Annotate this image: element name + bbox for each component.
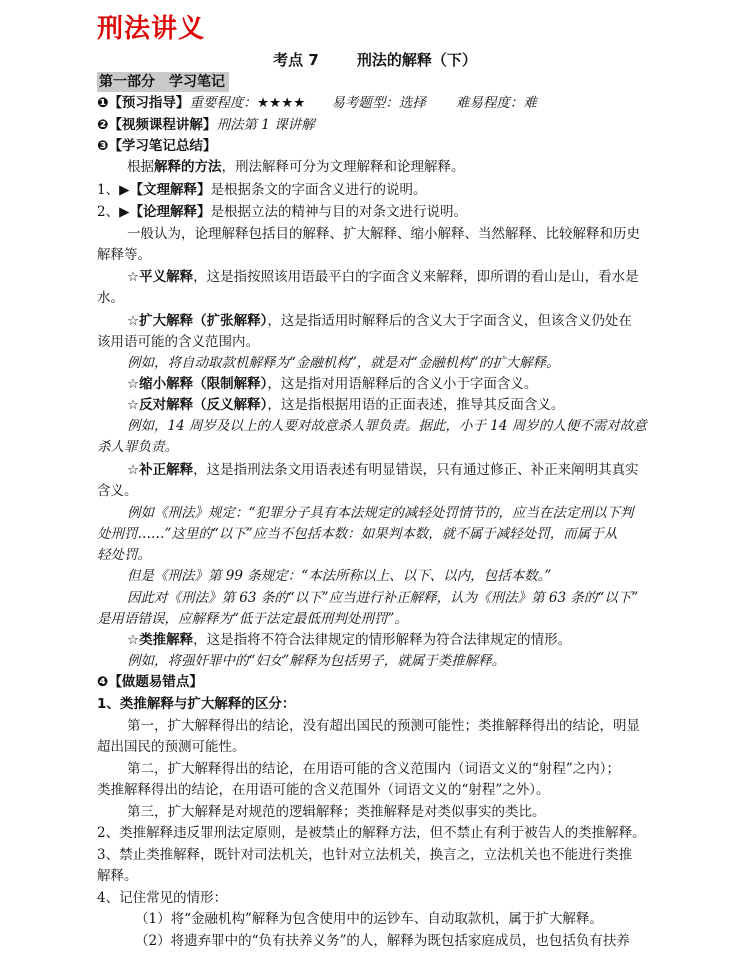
difficulty: 难易程度：难	[455, 95, 537, 111]
example: 例如，14 周岁及以上的人要对故意杀人罪负责。据此，小于 14 周岁的人便不需对故意	[127, 418, 647, 434]
subheading: 1、类推解释与扩大解释的区分：	[97, 696, 296, 712]
importance-label: 重要程度：	[189, 95, 257, 111]
video-lecture	[97, 115, 315, 135]
paragraph: ☆平义解释，这是指按照该用语最平白的字面含义来解释，即所谓的看山是山，看水是	[127, 269, 639, 285]
paragraph: ☆类推解释，这是指将不符合法律规定的情形解释为符合法律规定的情形。	[127, 632, 572, 648]
preview-label: 【预习指导】	[108, 95, 190, 111]
paragraph: 第三，扩大解释是对规范的逻辑解释；类推解释是对类似事实的类比。	[127, 804, 546, 820]
list-item: （1）将“金融机构”解释为包含使用中的运钞车、自动取款机，属于扩大解释。	[135, 911, 603, 927]
paragraph: ☆缩小解释（限制解释），这是指对用语解释后的含义小于字面含义。	[127, 376, 538, 392]
example: 例如，将自动取款机解释为“金融机构”，就是对“金融机构”的扩大解释。	[127, 355, 560, 371]
paragraph: ☆扩大解释（扩张解释），这是指适用时解释后的含义大于字面含义，但该含义仍处在	[127, 313, 632, 329]
paragraph: 水。	[97, 290, 124, 306]
paragraph: 该用语可能的含义范围内。	[97, 334, 259, 350]
paragraph: 解释。	[97, 868, 138, 884]
paragraph: 第二，扩大解释得出的结论，在用语可能的含义范围内（词语文义的“射程”之内）；	[127, 761, 621, 777]
errors-label: 【做题易错点】	[108, 674, 203, 690]
paragraph: 一般认为，论理解释包括目的解释、扩大解释、缩小解释、当然解释、比较解释和历史	[127, 226, 640, 242]
errors-heading	[97, 672, 203, 692]
paragraph: 类推解释得出的结论，在用语可能的含义范围外（词语文义的“射程”之外）。	[97, 782, 550, 798]
paragraph: 4、记住常见的情形：	[97, 890, 228, 906]
notes-heading	[97, 136, 216, 156]
paragraph: 2、类推解释违反罪刑法定原则，是被禁止的解释方法，但不禁止有利于被告人的类推解释。	[97, 825, 646, 841]
item-number: ❷	[97, 117, 109, 133]
preview-guide	[97, 93, 537, 113]
paragraph: ☆反对解释（反义解释），这是指根据用语的正面表述，推导其反面含义。	[127, 397, 565, 413]
list-item: 1、▶【文理解释】是根据条文的字面含义进行的说明。	[97, 182, 427, 198]
paragraph: 3、禁止类推解释，既针对司法机关，也针对立法机关，换言之，立法机关也不能进行类推	[97, 847, 633, 863]
paragraph: ☆补正解释，这是指刑法条文用语表述有明显错误，只有通过修正、补正来阐明其真实	[127, 462, 639, 478]
paragraph: 根据解释的方法，刑法解释可分为文理解释和论理解释。	[127, 159, 465, 175]
title-point: 考点 7	[273, 51, 319, 69]
exam-type: 易考题型：选择	[331, 95, 426, 111]
brand-title: 刑法讲义	[97, 14, 206, 44]
page-title	[0, 49, 750, 70]
item-number: ❶	[97, 95, 109, 111]
paragraph: 第一，扩大解释得出的结论，没有超出国民的预测可能性；类推解释得出的结论，明显	[127, 718, 640, 734]
item-number: ❸	[97, 138, 109, 154]
title-topic: 刑法的解释（下）	[356, 51, 477, 69]
example: 处刑罚……”这里的“以下”应当不包括本数：如果判本数，就不属于减轻处罚，而属于从	[97, 526, 618, 542]
paragraph: 解释等。	[97, 247, 151, 263]
example: 轻处罚。	[97, 547, 151, 563]
star-rating: ★★★★	[256, 95, 306, 111]
paragraph: 含义。	[97, 483, 138, 499]
example: 是用语错误，应解释为“低于法定最低刑判处刑罚”。	[97, 611, 408, 627]
section-heading: 第一部分 学习笔记	[97, 72, 229, 92]
list-item: （2）将遗弃罪中的“负有扶养义务”的人，解释为既包括家庭成员，也包括负有扶养	[135, 933, 630, 949]
paragraph: 超出国民的预测可能性。	[97, 739, 246, 755]
video-text: 刑法第 1 课讲解	[216, 117, 315, 133]
example: 但是《刑法》第 99 条规定：“本法所称以上、以下、以内，包括本数。”	[127, 568, 552, 584]
list-item: 2、▶【论理解释】是根据立法的精神与目的对条文进行说明。	[97, 204, 467, 220]
example: 杀人罪负责。	[97, 439, 178, 455]
example: 因此对《刑法》第 63 条的“以下”应当进行补正解释，认为《刑法》第 63 条的“以下”	[127, 590, 639, 606]
example: 例如《刑法》规定：“犯罪分子具有本法规定的减轻处罚情节的，应当在法定刑以下判	[127, 505, 634, 521]
item-number: ❹	[97, 674, 109, 690]
video-label: 【视频课程讲解】	[108, 117, 217, 133]
example: 例如，将强奸罪中的“妇女”解释为包括男子，就属于类推解释。	[127, 653, 506, 669]
notes-label: 【学习笔记总结】	[108, 138, 217, 154]
